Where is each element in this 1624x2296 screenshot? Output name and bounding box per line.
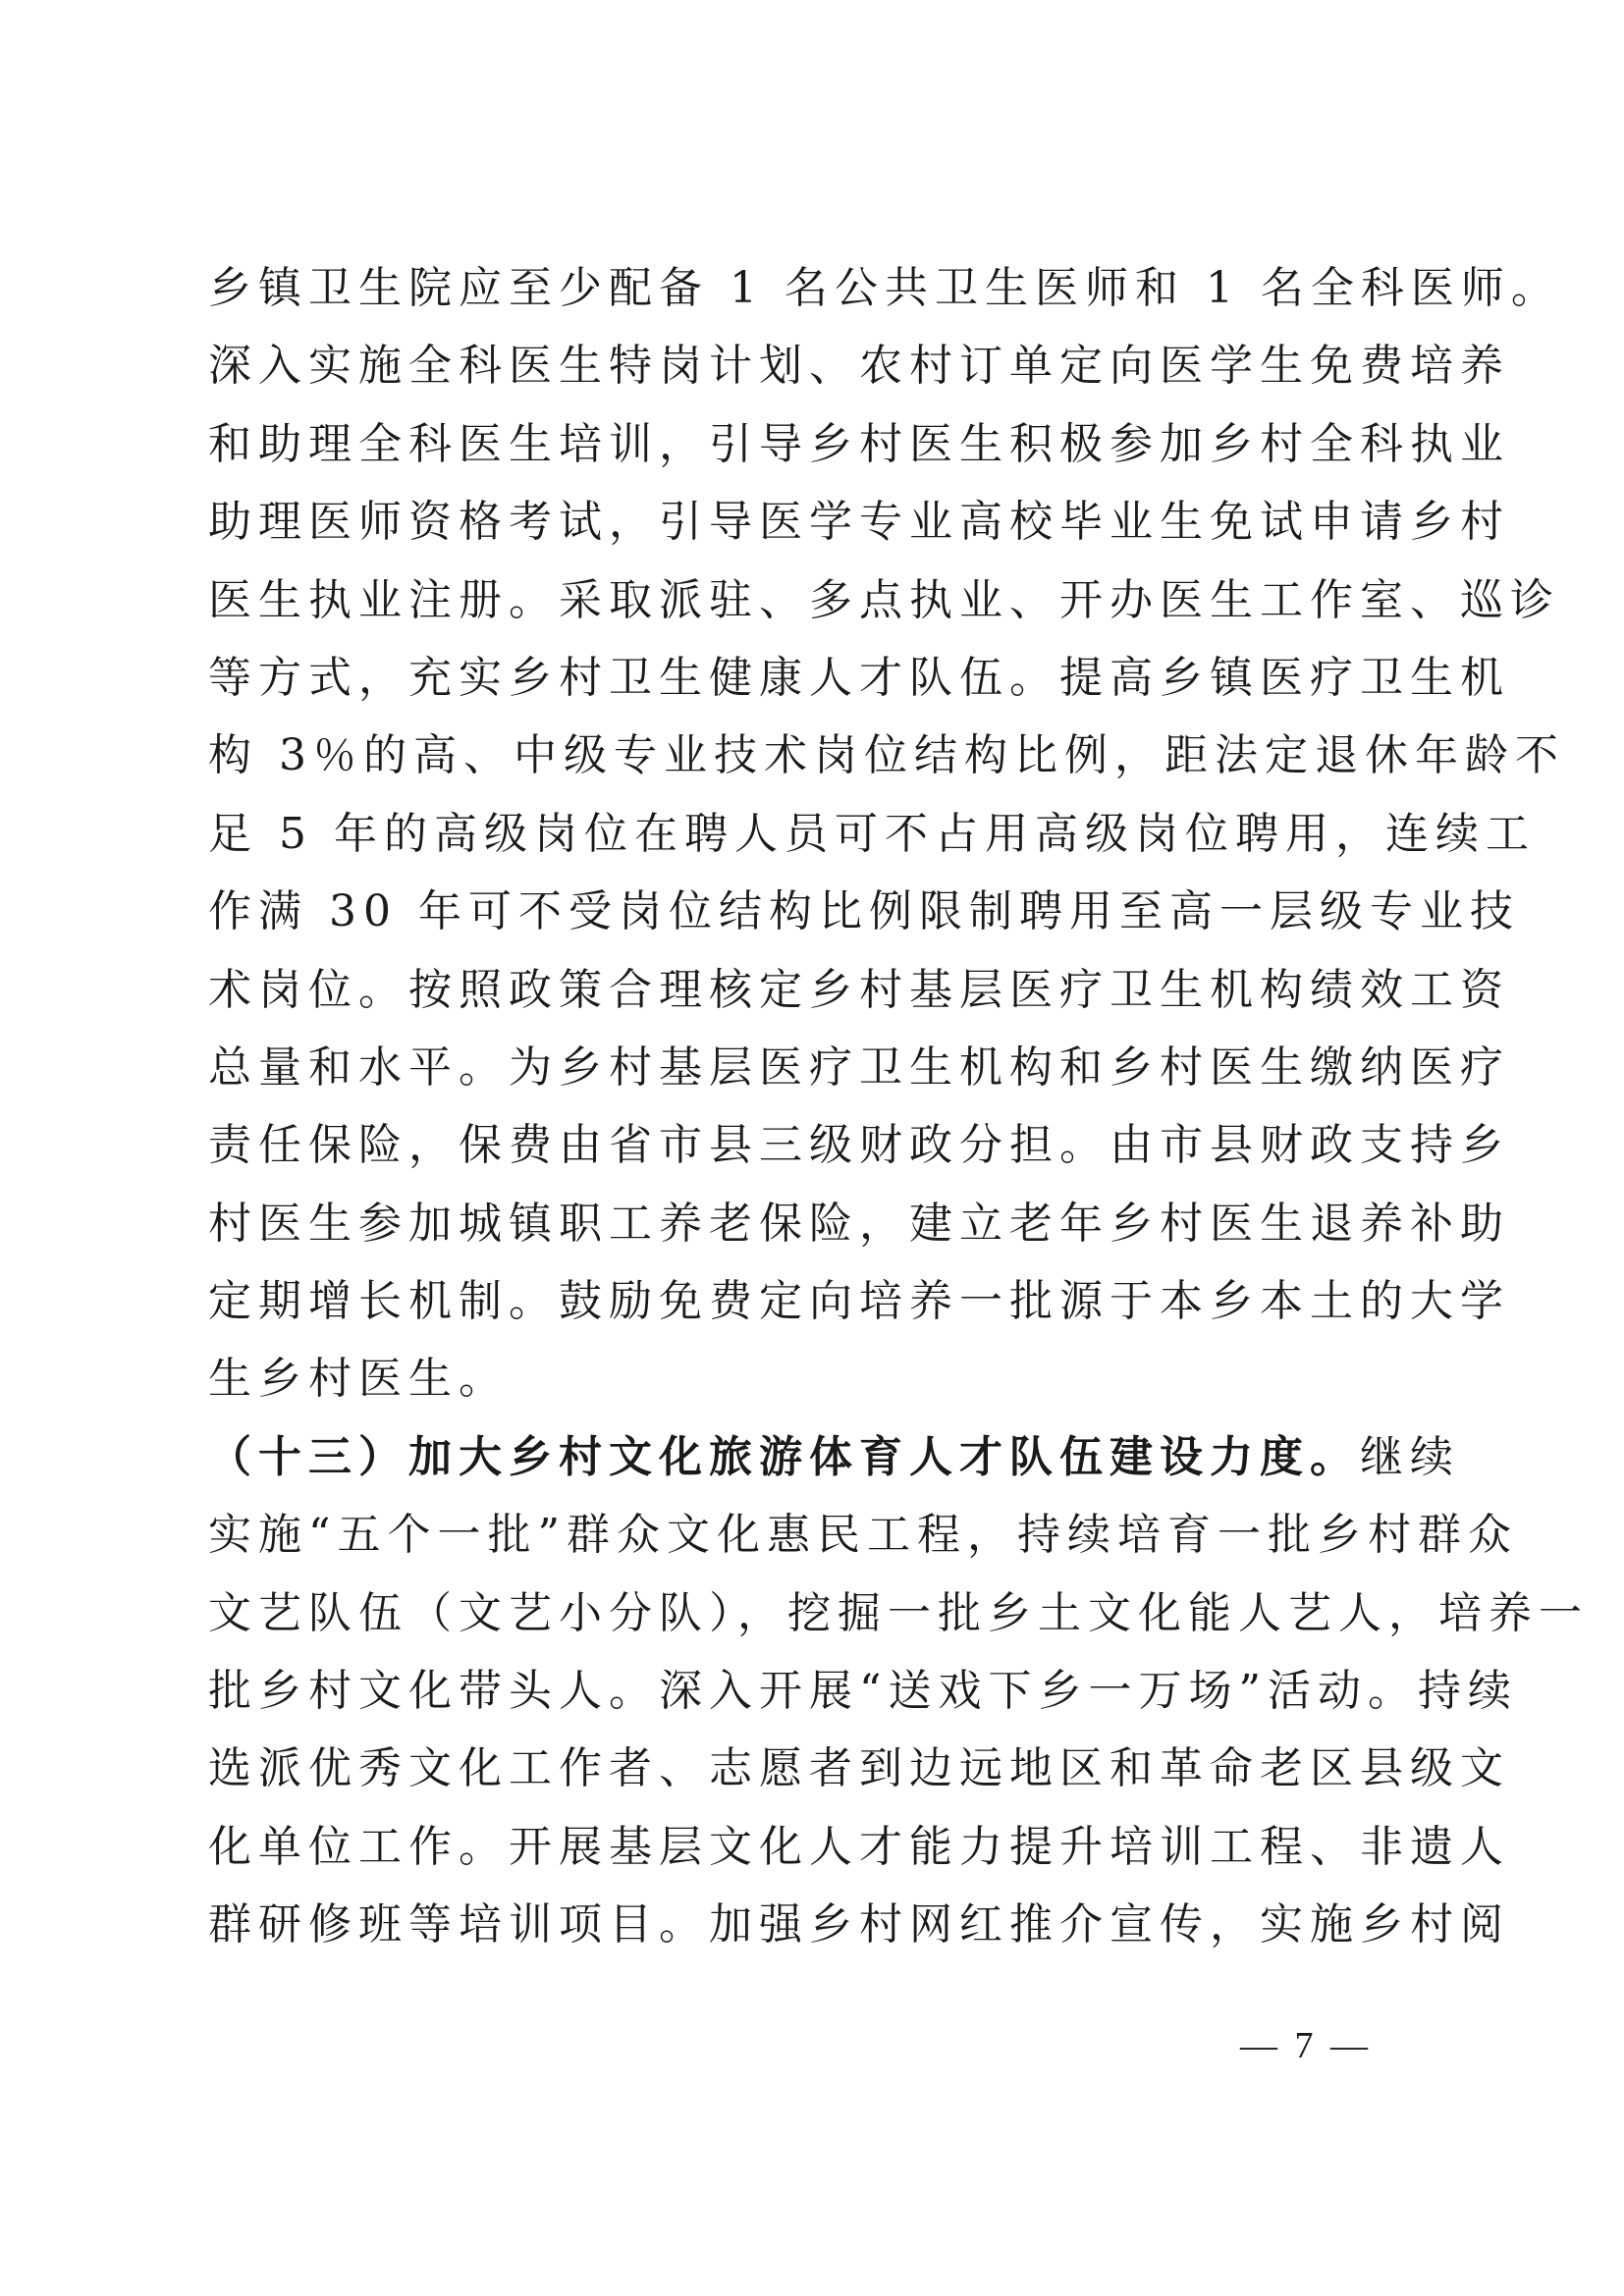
text-line: 化单位工作。开展基层文化人才能力提升培训工程、非遗人 <box>208 1821 1510 1872</box>
text-line: 村医生参加城镇职工养老保险，建立老年乡村医生退养补助 <box>208 1198 1510 1249</box>
text-line: 生乡村医生。 <box>208 1354 509 1405</box>
text-fragment: 继续 <box>1360 1431 1460 1482</box>
text-line: 乡镇卫生院应至少配备 1 名公共卫生医师和 1 名全科医师。 <box>208 263 1561 313</box>
text-line: 构 3％的高、中级专业技术岗位结构比例，距法定退休年龄不 <box>208 730 1565 781</box>
text-line: 批乡村文化带头人。深入开展“送戏下乡一万场”活动。持续 <box>208 1666 1518 1717</box>
text-line: 群研修班等培训项目。加强乡村网红推介宣传，实施乡村阅 <box>208 1899 1510 1950</box>
text-line: 总量和水平。为乡村基层医疗卫生机构和乡村医生缴纳医疗 <box>208 1041 1510 1093</box>
section-heading-line <box>208 1418 1460 1496</box>
body-text <box>208 249 1589 1964</box>
text-line: 定期增长机制。鼓励免费定向培养一批源于本乡本土的大学 <box>208 1276 1510 1327</box>
text-line: 文艺队伍（文艺小分队），挖掘一批乡土文化能人艺人，培养一 <box>208 1587 1589 1638</box>
text-line: 术岗位。按照政策合理核定乡村基层医疗卫生机构绩效工资 <box>208 964 1510 1015</box>
text-line: 助理医师资格考试，引导医学专业高校毕业生免试申请乡村 <box>208 497 1510 548</box>
text-line: 选派优秀文化工作者、志愿者到边远地区和革命老区县级文 <box>208 1743 1510 1794</box>
section-heading: （十三）加大乡村文化旅游体育人才队伍建设力度。 <box>208 1431 1360 1482</box>
text-line: 深入实施全科医生特岗计划、农村订单定向医学生免费培养 <box>208 341 1510 392</box>
text-line: 和助理全科医生培训，引导乡村医生积极参加乡村全科执业 <box>208 418 1510 469</box>
text-line: 足 5 年的高级岗位在聘人员可不占用高级岗位聘用，连续工 <box>208 808 1536 859</box>
text-line: 医生执业注册。采取派驻、多点执业、开办医生工作室、巡诊 <box>208 574 1560 625</box>
text-line: 作满 30 年可不受岗位结构比例限制聘用至高一层级专业技 <box>208 886 1520 937</box>
text-line: 实施“五个一批”群众文化惠民工程，持续培育一批乡村群众 <box>208 1510 1518 1561</box>
text-line: 等方式，充实乡村卫生健康人才队伍。提高乡镇医疗卫生机 <box>208 652 1510 703</box>
text-line: 责任保险，保费由省市县三级财政分担。由市县财政支持乡 <box>208 1120 1510 1171</box>
page-number: — 7 — <box>1240 2025 1372 2066</box>
